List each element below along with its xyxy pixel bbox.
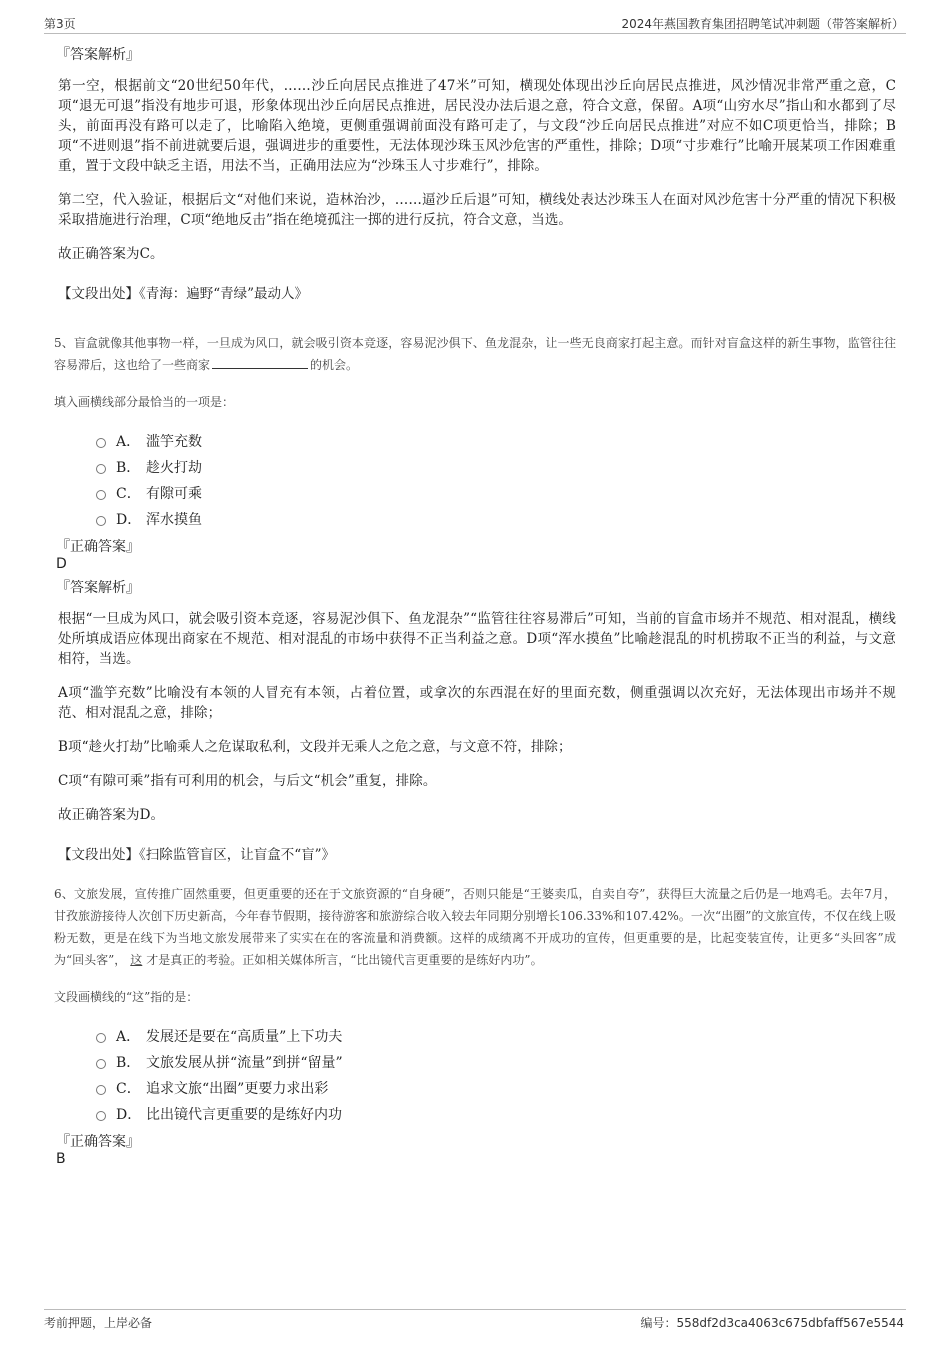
radio-icon[interactable] [96,1059,106,1069]
analysis-tag: 『答案解析』 [56,47,140,63]
analysis-conclusion: 故正确答案为C。 [58,246,164,262]
fill-blank [212,354,308,369]
option-a[interactable]: A． 发展还是要在“高质量”上下功夫 [96,1023,896,1049]
options-list [96,1023,896,1127]
radio-icon[interactable] [96,516,106,526]
options-list [96,428,896,532]
question-prompt: 填入画横线部分最恰当的一项是： [54,395,235,409]
radio-icon[interactable] [96,1085,106,1095]
radio-icon[interactable] [96,1111,106,1121]
analysis-paragraph: 第一空，根据前文“20世纪50年代，……沙丘向居民点推进了47米”可知，横现处体现出沙丘向居民点推进，风沙情况非常严重之意，C项“退无可退”指没有地步可退，形象体现出沙丘向居民点推进，居民没办法后退之意，符合文意，保留。A项“山穷水尽”指山和水都到了尽头，前面再没有路可以走了，比喻陷入绝境，更侧重强调前面没有路可走了，与文段“沙丘向居民点推进”对应不如C项更恰当，排除；B项“不进则退”指不前进就要后退，强调进步的重要性，无法体现沙珠玉风沙危害的严重性，排除；D项“寸步难行”比喻开展某项工作困难重重，置于文段中缺乏主语，用法不当，正确用法应为“沙珠玉人寸步难行”，排除。 [58,78,896,174]
document-body [56,40,896,1168]
header-page-number: 第3页 [44,17,76,31]
footer-slogan: 考前押题，上岸必备 [44,1316,153,1330]
footer-divider [44,1309,906,1310]
analysis-paragraph: C项“有隙可乘”指有可利用的机会，与后文“机会”重复，排除。 [58,773,437,789]
radio-icon[interactable] [96,1033,106,1043]
analysis-tag: 『答案解析』 [56,580,140,596]
q4-analysis-section [56,46,896,304]
underlined-word: 这 [130,953,143,967]
header-document-title: 2024年燕国教育集团招聘笔试冲刺题（带答案解析） [621,17,904,31]
option-d[interactable]: D． 浑水摸鱼 [96,506,896,532]
question-stem: 6、文旅发展，宣传推广固然重要，但更重要的还在于文旅资源的“自身硬”，否则只能是“王婆卖瓜，自卖自夸”，获得巨大流量之后仍是一地鸡毛。去年7月，甘孜旅游接待人次创下历史新高，今年春节假期，接待游客和旅游综合收入较去年同期分别增长106.33%和107.42%。一次“出圈”的文旅宣传，不仅在线上吸粉无数，更是在线下为当地文旅发展带来了实实在在的客流量和消费额。这样的成绩离不开成功的宣传，但更重要的是，比起变装宣传，让更多“头回客”成为“回头客”， 这 才是真正的考验。正如相关媒体所言，“比出镜代言更重要的是练好内功”。 [54,887,896,967]
option-b[interactable]: B． 文旅发展从拼“流量”到拼“留量” [96,1049,896,1075]
option-c[interactable]: C． 追求文旅“出圈”更要力求出彩 [96,1075,896,1101]
footer-document-code: 编号：558df2d3ca4063c675dbfaff567e5544 [640,1316,904,1330]
correct-answer: B [56,1151,66,1167]
analysis-paragraph: A项“滥竽充数”比喻没有本领的人冒充有本领，占着位置，或拿次的东西混在好的里面充数，侧重强调以次充好，无法体现出市场并不规范、相对混乱之意，排除； [58,685,896,721]
analysis-conclusion: 故正确答案为D。 [58,807,165,823]
option-d[interactable]: D． 比出镜代言更重要的是练好内功 [96,1101,896,1127]
radio-icon[interactable] [96,464,106,474]
question-stem: 5、盲盒就像其他事物一样，一旦成为风口，就会吸引资本竞逐，容易泥沙俱下、鱼龙混杂，让一些无良商家打起主意。而针对盲盒这样的新生事物，监管往往容易滞后，这也给了一些商家 的机会。 [54,336,896,372]
analysis-paragraph: 根据“一旦成为风口，就会吸引资本竞逐，容易泥沙俱下、鱼龙混杂”“监管往往容易滞后”可知，当前的盲盒市场并不规范、相对混乱，横线处所填成语应体现出商家在不规范、相对混乱的市场中获得不正当利益之意。D项“浑水摸鱼”比喻趁混乱的时机捞取不正当的利益，与文意相符，当选。 [58,611,896,667]
question-5 [56,332,896,865]
question-6 [56,883,896,1168]
analysis-paragraph: B项“趁火打劫”比喻乘人之危谋取私利，文段并无乘人之危之意，与文意不符，排除； [58,739,572,755]
option-a[interactable]: A． 滥竽充数 [96,428,896,454]
correct-answer-tag: 『正确答案』 [56,1134,140,1150]
header-divider [44,33,906,34]
option-b[interactable]: B． 趁火打劫 [96,454,896,480]
analysis-paragraph: 第二空，代入验证，根据后文“对他们来说，造林治沙，……逼沙丘后退”可知，横线处表达沙珠玉人在面对风沙危害十分严重的情况下积极采取措施进行治理，C项“绝地反击”指在绝境孤注一掷的进行反抗，符合文意，当选。 [58,192,896,228]
radio-icon[interactable] [96,490,106,500]
question-prompt: 文段画横线的“这”指的是： [54,990,199,1004]
correct-answer-tag: 『正确答案』 [56,539,140,555]
radio-icon[interactable] [96,438,106,448]
source-citation: 【文段出处】《扫除监管盲区，让盲盒不“盲”》 [58,847,336,863]
source-citation: 【文段出处】《青海：遍野“青绿”最动人》 [58,286,309,302]
correct-answer: D [56,556,67,572]
option-c[interactable]: C． 有隙可乘 [96,480,896,506]
